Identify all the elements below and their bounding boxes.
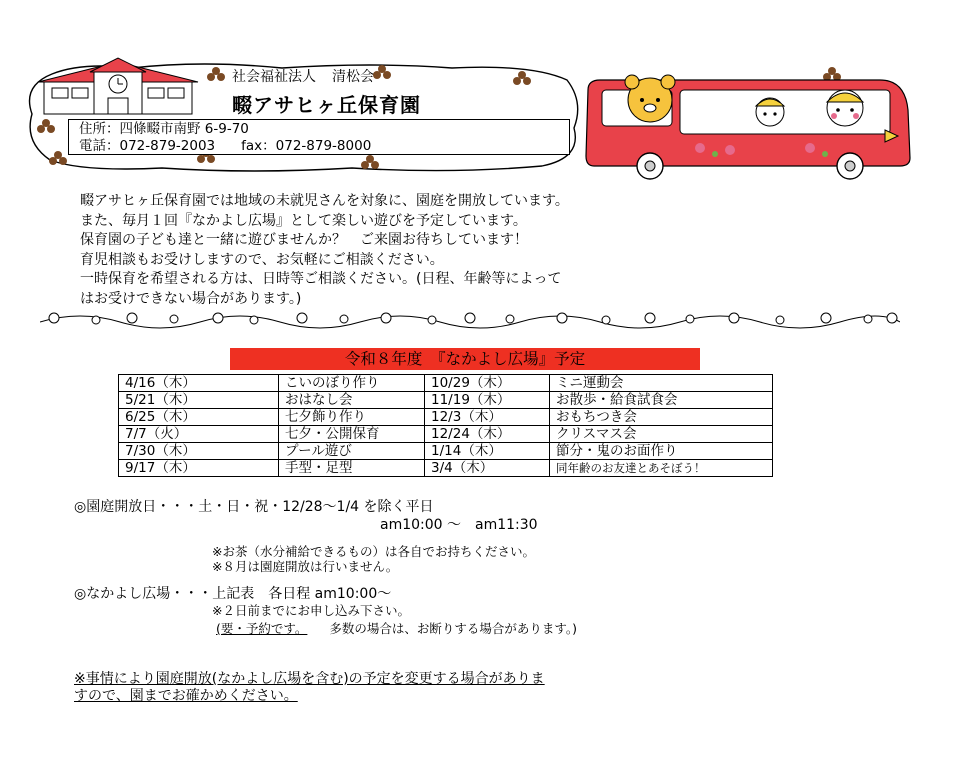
schedule-event: おはなし会 <box>279 392 425 409</box>
schedule-event: おもちつき会 <box>550 409 773 426</box>
schedule-date: 10/29（木） <box>425 375 550 392</box>
reservation-required: (要・予約です。 <box>216 621 308 636</box>
table-row <box>119 443 773 460</box>
clover-decoration-icon <box>48 150 68 170</box>
schedule-event: 手型・足型 <box>279 460 425 477</box>
schedule-date: 12/3（木） <box>425 409 550 426</box>
clover-decoration-icon <box>206 66 226 86</box>
schedule-event: ミニ運動会 <box>550 375 773 392</box>
address-line: 住所：四條畷市南野 6-9-70 <box>79 121 249 137</box>
schedule-table <box>118 374 773 477</box>
phone-number: 電話：072-879-2003 <box>79 138 216 154</box>
clover-decoration-icon <box>512 70 532 90</box>
schedule-date: 5/21（木） <box>119 392 279 409</box>
school-building-icon <box>28 56 208 118</box>
corporation-name: 清松会 <box>332 69 374 85</box>
change-notice-line: すので、園までお確かめください。 <box>74 688 298 704</box>
fax-number: fax：072-879-8000 <box>241 138 372 154</box>
schedule-date: 3/4（木） <box>425 460 550 477</box>
table-row <box>119 392 773 409</box>
schedule-event: 同年齢のお友達とあそぼう！ <box>550 460 773 477</box>
nakayoshi-schedule-line: ◎なかよし広場・・・上記表 各日程 am10:00～ <box>74 586 392 602</box>
intro-line: はお受けできない場合があります。) <box>80 290 302 307</box>
schedule-title: 令和８年度 『なかよし広場』予定 <box>230 348 700 370</box>
schedule-date: 6/25（木） <box>119 409 279 426</box>
corporation-line <box>232 66 390 86</box>
garden-open-note: ※お茶（水分補給できるもの）は各自でお持ちください。 <box>212 544 535 559</box>
intro-line: 保育園の子ども達と一緒に遊びませんか？ ご来園お待ちしています！ <box>80 232 528 249</box>
table-row <box>119 426 773 443</box>
schedule-date: 1/14（木） <box>425 443 550 460</box>
schedule-date: 7/30（木） <box>119 443 279 460</box>
schedule-event: 七夕飾り作り <box>279 409 425 426</box>
bus-with-animals-illustration <box>580 70 915 180</box>
intro-line: 育児相談もお受けしますので、お気軽にご相談ください。 <box>80 251 444 268</box>
intro-paragraph <box>80 192 569 310</box>
phone-fax-line <box>79 138 559 155</box>
schedule-date: 4/16（木） <box>119 375 279 392</box>
garden-open-note: ※８月は園庭開放は行いません。 <box>212 559 399 574</box>
garden-open-time: am10:00 ～ am11:30 <box>380 517 538 533</box>
schedule-date: 12/24（木） <box>425 426 550 443</box>
schedule-event: お散歩・給食試食会 <box>550 392 773 409</box>
schedule-date: 7/7（火） <box>119 426 279 443</box>
flower-vine-divider <box>40 306 900 332</box>
schedule-event: クリスマス会 <box>550 426 773 443</box>
nakayoshi-note: ※２日前までにお申し込み下さい。 <box>212 603 410 618</box>
clover-decoration-icon <box>360 154 380 174</box>
schedule-event: 節分・鬼のお面作り <box>550 443 773 460</box>
table-row <box>119 460 773 477</box>
clover-decoration-icon <box>36 118 56 138</box>
nursery-name: 畷アサヒヶ丘保育園 <box>232 93 421 117</box>
table-row <box>119 409 773 426</box>
nakayoshi-reservation-note <box>216 619 577 637</box>
schedule-event: こいのぼり作り <box>279 375 425 392</box>
schedule-event: プール遊び <box>279 443 425 460</box>
intro-line: 一時保育を希望される方は、日時等ご相談ください。(日程、年齢等によって <box>80 271 562 288</box>
change-notice-line: ※事情により園庭開放(なかよし広場を含む)の予定を変更する場合がありま <box>74 671 545 687</box>
corporation-type: 社会福祉法人 <box>232 69 316 85</box>
intro-line: 畷アサヒヶ丘保育園では地域の未就児さんを対象に、園庭を開放しています。 <box>80 193 569 209</box>
reservation-detail: 多数の場合は、お断りする場合があります。) <box>329 621 578 636</box>
schedule-date: 11/19（木） <box>425 392 550 409</box>
table-row <box>119 375 773 392</box>
schedule-event: 七夕・公開保育 <box>279 426 425 443</box>
intro-line: また、毎月１回『なかよし広場』として楽しい遊びを予定しています。 <box>80 212 527 229</box>
garden-open-days: ◎園庭開放日・・・土・日・祝・12/28～1/4 を除く平日 <box>74 499 434 515</box>
schedule-date: 9/17（木） <box>119 460 279 477</box>
contact-box <box>68 119 570 155</box>
